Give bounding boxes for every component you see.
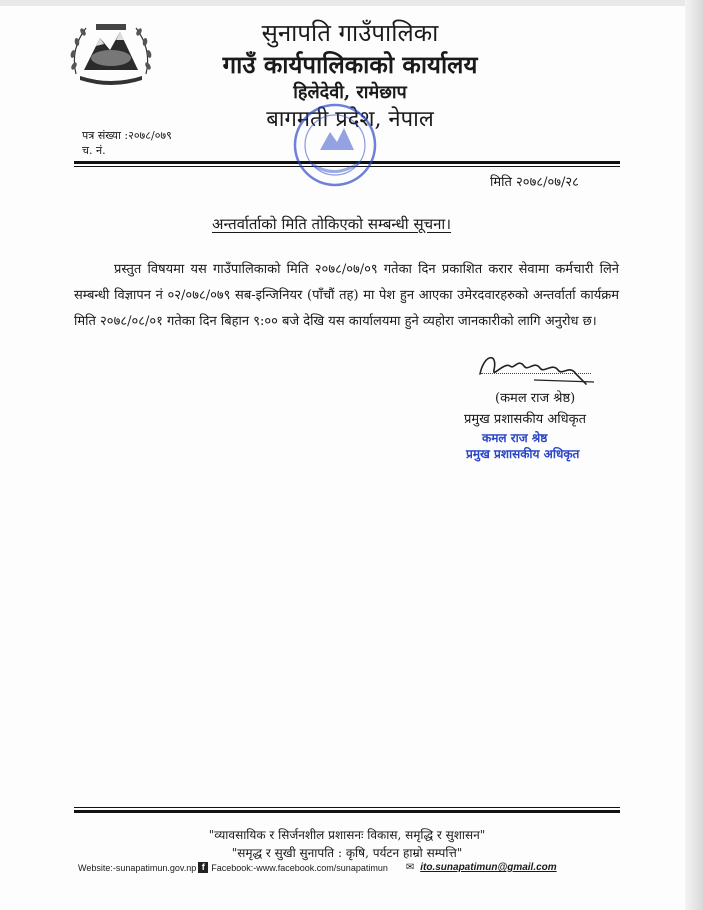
letter-number: पत्र संख्या :२०७८/०७९	[82, 129, 172, 142]
municipality-name: सुनापति गाउँपालिका	[261, 19, 439, 47]
page-right-edge	[685, 0, 703, 910]
letter-date: मिति २०७८/०७/२८	[490, 175, 579, 190]
office-name: गाउँ कार्यपालिकाको कार्यालय	[222, 50, 478, 79]
government-emblem-icon	[66, 14, 156, 86]
title-stamp: प्रमुख प्रशासकीय अधिकृत	[466, 447, 580, 461]
dispatch-number: च. नं.	[82, 144, 106, 157]
website-link[interactable]: Website:-sunapatimun.gov.np	[78, 862, 197, 873]
signature	[474, 344, 604, 389]
page-top-edge	[0, 0, 703, 6]
slogan-governance: "व्यावसायिक र सिर्जनशील प्रशासनः विकास, समृद्धि र सुशासन"	[208, 828, 486, 842]
footer-contacts	[78, 862, 618, 873]
office-location: हिलेदेवी, रामेछाप	[293, 82, 407, 103]
name-stamp: कमल राज श्रेष्ठ	[482, 431, 548, 445]
notice-subject: अन्तर्वार्ताको मिति तोकिएको सम्बन्धी सूचना।	[212, 215, 452, 233]
office-stamp-icon	[290, 100, 380, 190]
slogan-prosperity: "समृद्ध र सुखी सुनापति : कृषि, पर्यटन हाम्रो सम्पत्ति"	[231, 846, 463, 860]
email-icon: ✉	[405, 862, 415, 873]
signature-line	[481, 373, 591, 374]
facebook-link[interactable]: Facebook:-www.facebook.com/sunapatimun	[211, 862, 388, 873]
signatory-name: (कमल राज श्रेष्ठ)	[495, 391, 576, 406]
signatory-title: प्रमुख प्रशासकीय अधिकृत	[464, 412, 587, 427]
province-country: बागमती प्रदेश, नेपाल	[266, 107, 434, 132]
email-link[interactable]: ito.sunapatimun@gmail.com	[420, 862, 557, 873]
facebook-icon: f	[198, 862, 208, 873]
notice-body: प्रस्तुत विषयमा यस गाउँपालिकाको मिति २०७८/०७/०९ गतेका दिन प्रकाशित करार सेवामा कर्मचारी लिने सम्बन्धी विज्ञापन नं ०२/०७८/०७९ सब-इन्जिनियर (पाँचौं तह) मा पेश हुन आएका उमेरदवारहरुको अन्तर्वार्ता कार्यक्रम मिति २०७८/०८/०१ गतेका दिन बिहान ९:०० बजे देखि यस कार्यालयमा हुने व्यहोरा जानकारीको लागि अनुरोध छ।	[74, 262, 619, 329]
footer-divider	[74, 807, 620, 813]
